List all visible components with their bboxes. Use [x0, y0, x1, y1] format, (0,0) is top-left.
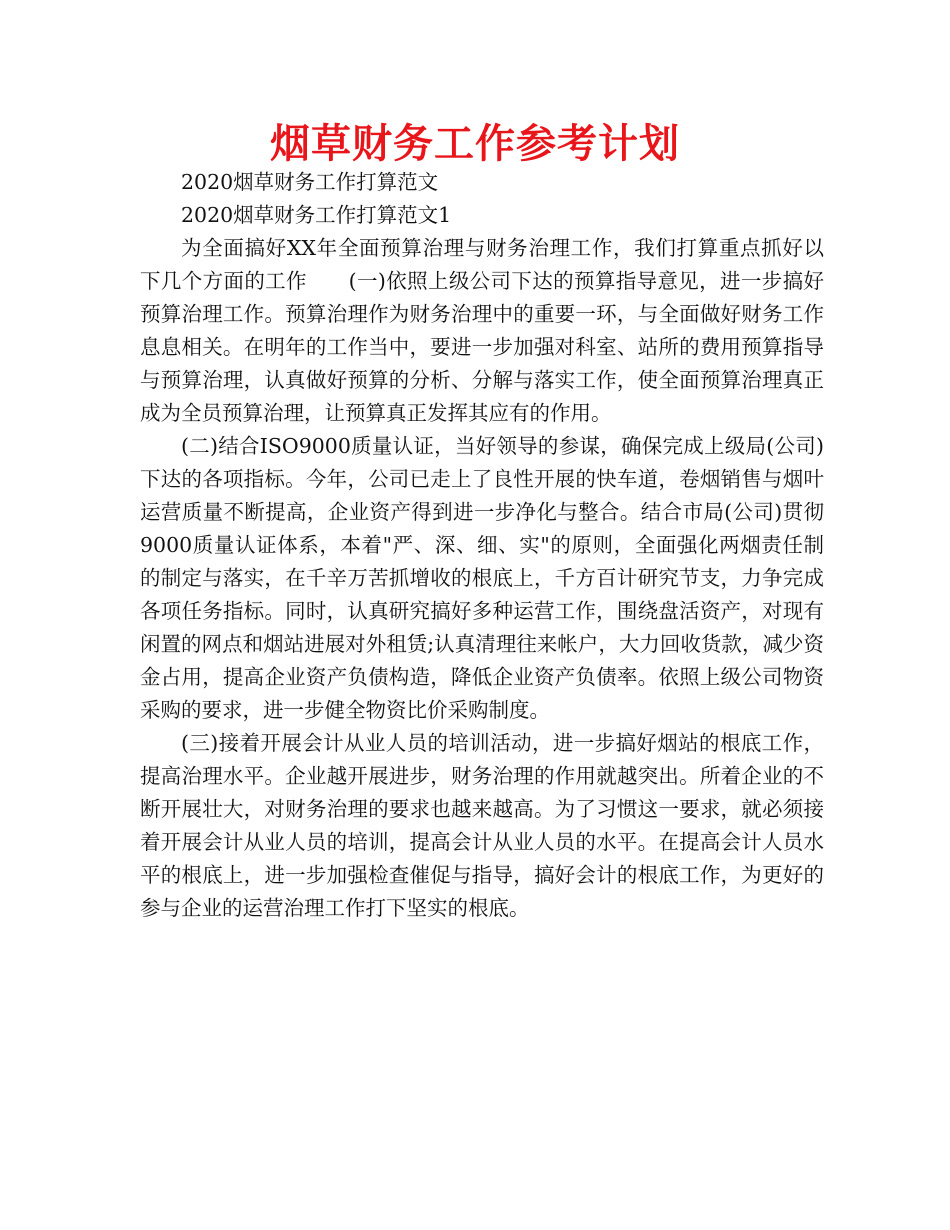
- paragraph-section-3: (三)接着开展会计从业人员的培训活动，进一步搞好烟站的根底工作，提高治理水平。企业越开展进步，财务治理的作用就越突出。所着企业的不断开展壮大，对财务治理的要求也越来越高。为了习惯这一要求，就必须接着开展会计从业人员的培训，提高会计从业人员的水平。在提高会计人员水平的根底上，进一步加强检查催促与指导，搞好会计的根底工作，为更好的参与企业的运营治理工作打下坚实的根底。: [140, 731, 824, 920]
- paragraph-subtitle-1: 2020烟草财务工作打算范文: [181, 170, 439, 194]
- document-body: [140, 166, 824, 925]
- document-title: 烟草财务工作参考计划: [270, 121, 680, 167]
- paragraph-intro: 为全面搞好XX年全面预算治理与财务治理工作，我们打算重点抓好以下几个方面的工作 (一)依照上级公司下达的预算指导意见，进一步搞好预算治理工作。预算治理作为财务治理中的重要一环，与全面做好财务工作息息相关。在明年的工作当中，要进一步加强对科室、站所的费用预算指导与预算治理，认真做好预算的分析、分解与落实工作，使全面预算治理真正成为全员预算治理，让预算真正发挥其应有的作用。: [140, 236, 824, 425]
- paragraph-section-2: (二)结合ISO9000质量认证，当好领导的参谋，确保完成上级局(公司)下达的各项指标。今年，公司已走上了良性开展的快车道，卷烟销售与烟叶运营质量不断提高，企业资产得到进一步净化与整合。结合市局(公司)贯彻9000质量认证体系，本着"严、深、细、实"的原则，全面强化两烟责任制的制定与落实，在千辛万苦抓增收的根底上，千方百计研究节支，力争完成各项任务指标。同时，认真研究搞好多种运营工作，围绕盘活资产，对现有闲置的网点和烟站进展对外租赁;认真清理往来帐户，大力回收货款，减少资金占用，提高企业资产负债构造，降低企业资产负债率。依照上级公司物资采购的要求，进一步健全物资比价采购制度。: [140, 434, 824, 722]
- paragraph-subtitle-2: 2020烟草财务工作打算范文1: [181, 203, 452, 227]
